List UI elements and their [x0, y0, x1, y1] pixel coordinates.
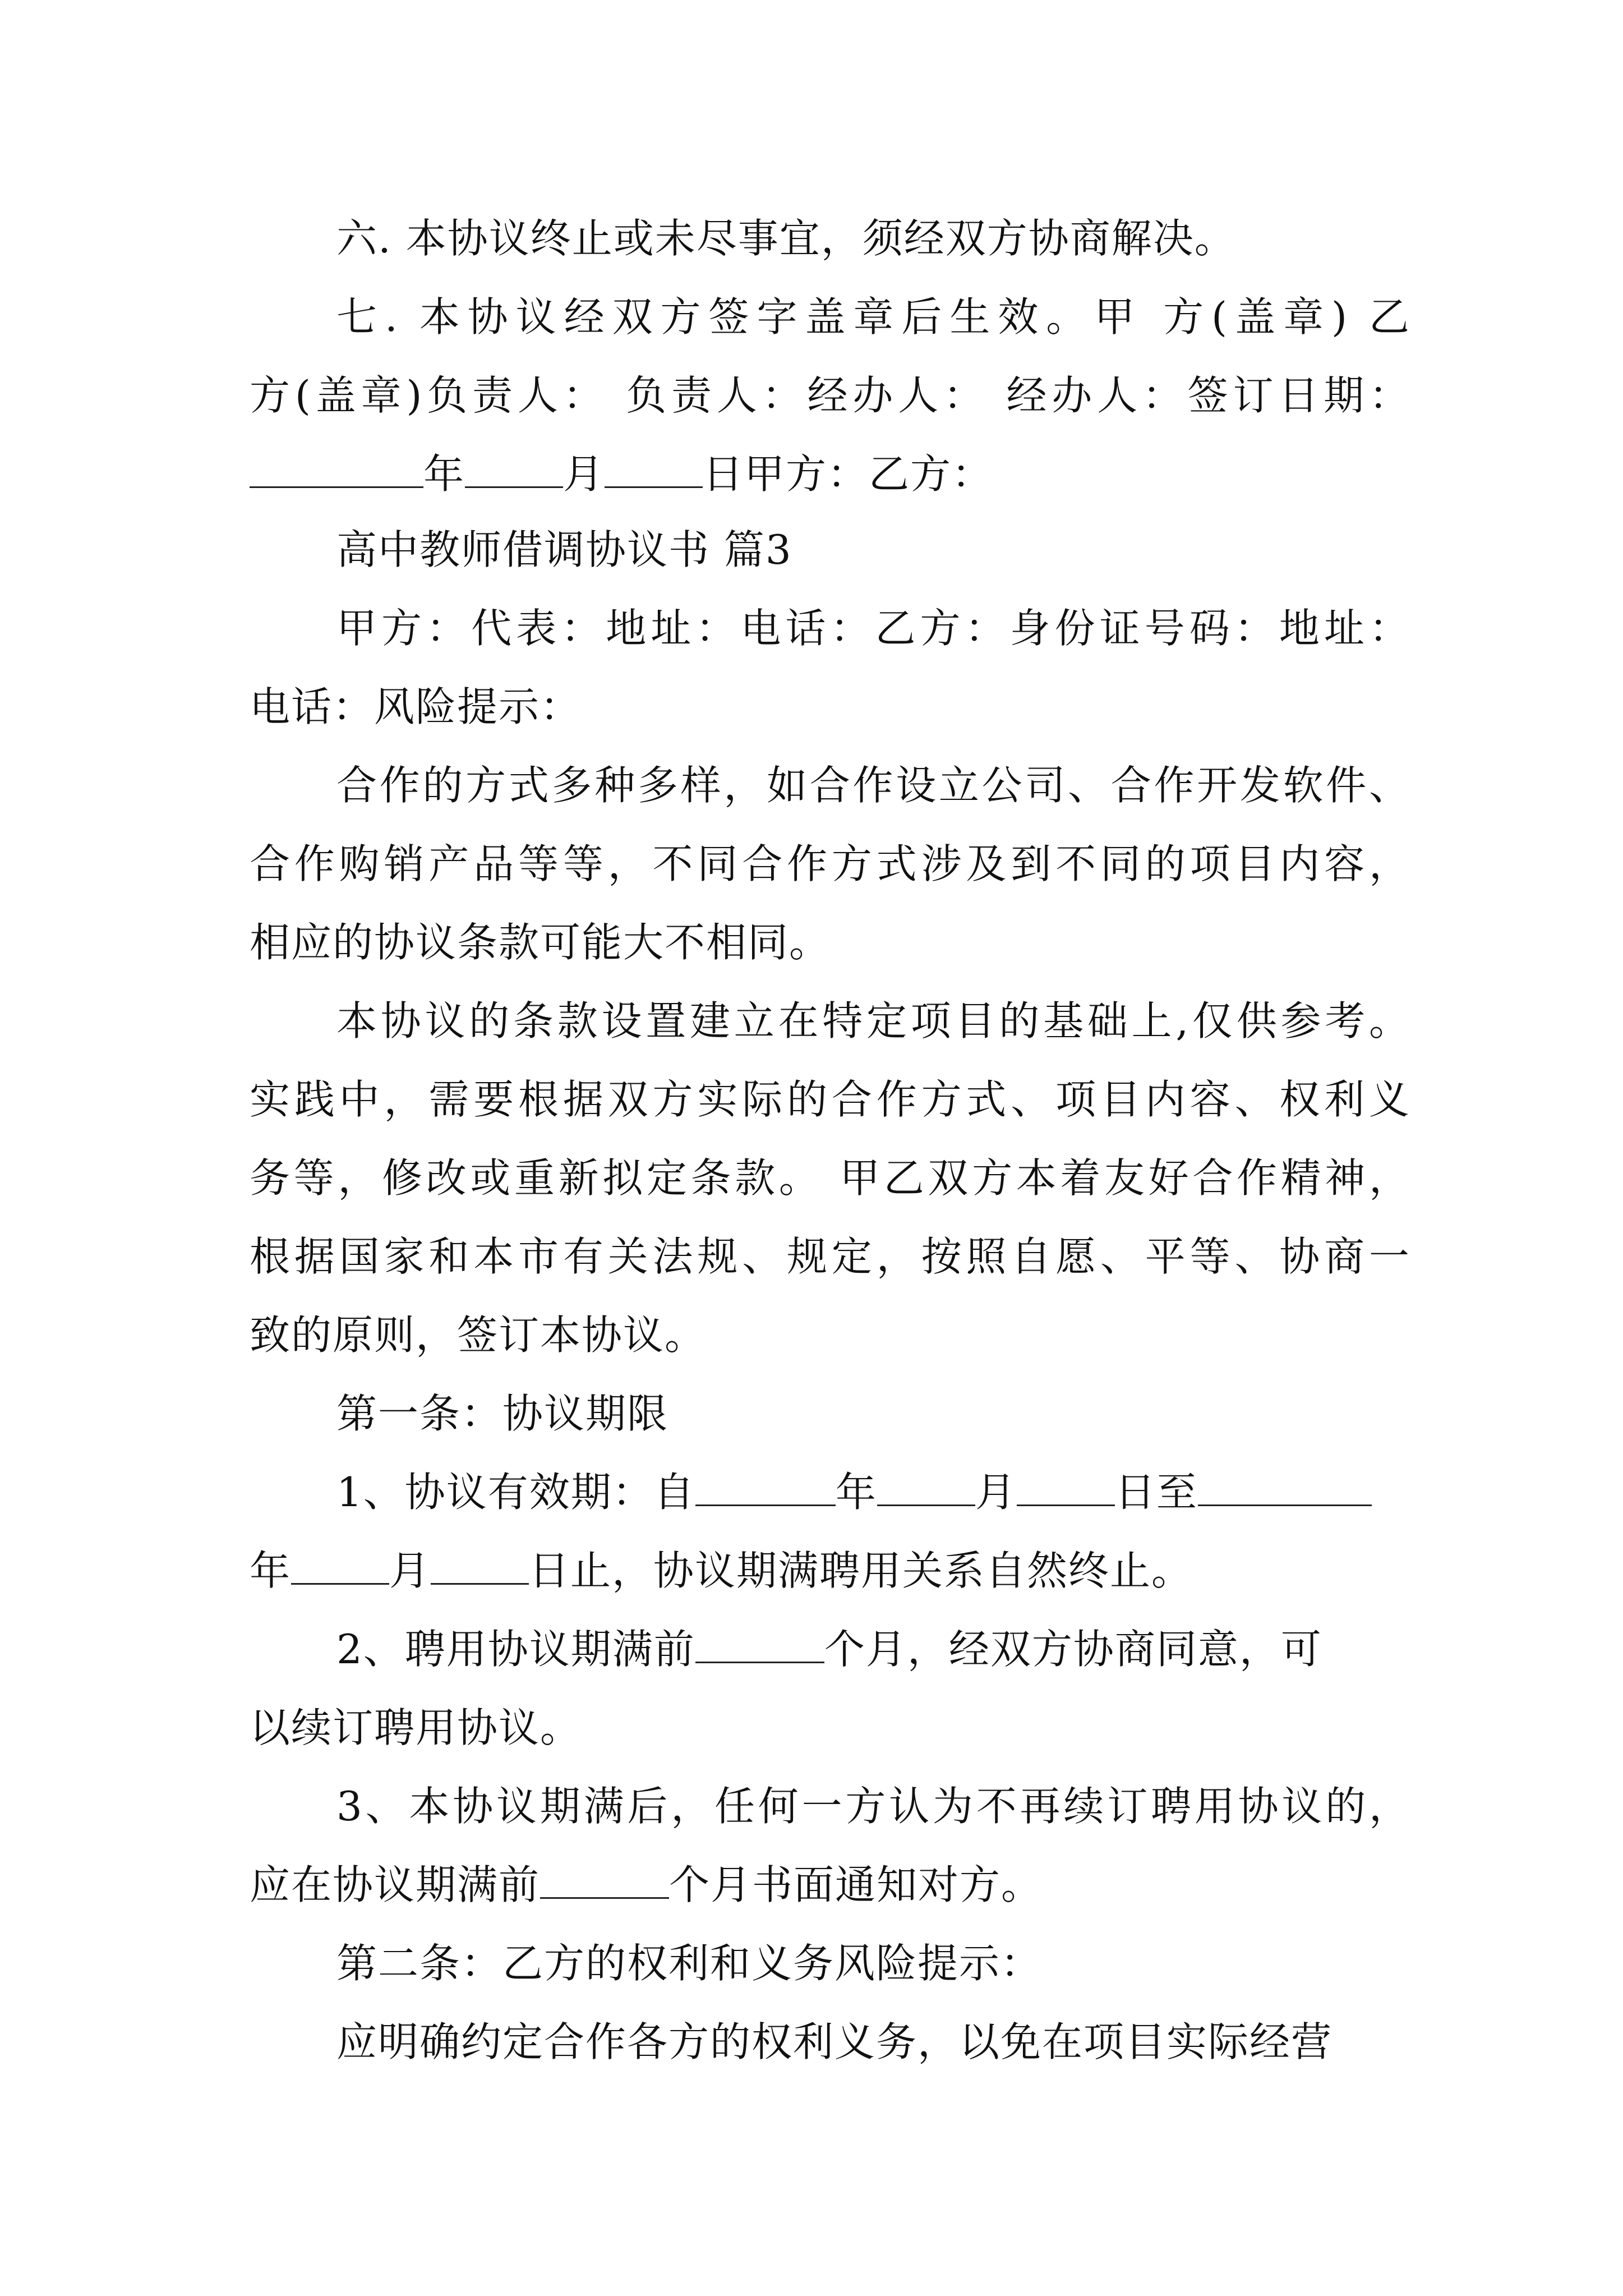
notice-months-blank[interactable] — [540, 1857, 669, 1899]
day-blank[interactable] — [605, 446, 703, 488]
article-1-heading: 第一条：协议期限 — [336, 1390, 669, 1437]
start-month-blank[interactable] — [877, 1464, 975, 1506]
notice-label-a: 应在协议期满前 — [250, 1861, 541, 1908]
end-year-label: 年 — [250, 1547, 292, 1594]
parties-line-1: 甲方：代表：地址：电话：乙方：身份证号码：地址： — [336, 605, 1410, 652]
notice-line-1: 3、本协议期满后，任何一方认为不再续订聘用协议的， — [336, 1783, 1410, 1830]
clause-7-line-2: 方(盖章)负责人： 负责人：经办人： 经办人：签订日期： — [250, 372, 1410, 419]
end-month-blank[interactable] — [291, 1543, 389, 1585]
renewal-label-b: 个月，经双方协商同意，可 — [824, 1626, 1322, 1673]
risk-paragraph-1-line-1: 合作的方式多种多样，如合作设立公司、合作开发软件、 — [336, 762, 1410, 809]
end-month-label: 月 — [389, 1547, 431, 1594]
risk-paragraph-1-line-2: 合作购销产品等等，不同合作方式涉及到不同的项目内容， — [250, 840, 1410, 887]
parties-line-2: 电话：风险提示： — [250, 683, 582, 730]
risk-paragraph-2-line-4: 根据国家和本市有关法规、规定，按照自愿、平等、协商一 — [250, 1233, 1410, 1280]
start-day-blank[interactable] — [1017, 1464, 1115, 1506]
article-2-heading: 第二条：乙方的权利和义务风险提示： — [336, 1940, 1043, 1987]
end-day-label: 日止，协议期满聘用关系自然终止。 — [529, 1547, 1193, 1594]
rights-paragraph-line-1: 应明确约定合作各方的权利义务，以免在项目实际经营 — [336, 2018, 1333, 2065]
start-year-blank[interactable] — [695, 1464, 836, 1506]
start-day-label: 日至 — [1114, 1469, 1198, 1516]
month-label: 月 — [563, 450, 605, 498]
risk-paragraph-2-line-3: 务等，修改或重新拟定条款。 甲乙双方本着友好合作精神， — [250, 1154, 1410, 1202]
year-label: 年 — [423, 450, 465, 498]
risk-paragraph-2-line-2: 实践中，需要根据双方实际的合作方式、项目内容、权利义 — [250, 1076, 1410, 1123]
end-year-blank[interactable] — [1198, 1464, 1372, 1506]
risk-paragraph-1-line-3: 相应的协议条款可能大不相同。 — [250, 919, 831, 966]
month-blank[interactable] — [465, 446, 563, 488]
renewal-months-blank[interactable] — [695, 1621, 824, 1663]
renewal-line-1 — [336, 1621, 1410, 1677]
renewal-label-a: 2、聘用协议期满前 — [336, 1626, 695, 1673]
term-validity-line-2 — [250, 1543, 1410, 1599]
notice-line-2 — [250, 1857, 1410, 1913]
notice-label-b: 个月书面通知对方。 — [669, 1861, 1043, 1908]
term-validity-label: 1、协议有效期：自 — [336, 1469, 695, 1516]
clause-6-line: 六. 本协议终止或未尽事宜，须经双方协商解决。 — [336, 215, 1236, 262]
clause-7-line-1: 七. 本协议经双方签字盖章后生效。甲 方(盖章) 乙 — [336, 293, 1410, 341]
term-validity-line-1 — [336, 1464, 1410, 1520]
start-year-label: 年 — [835, 1469, 877, 1516]
signing-date-line — [250, 446, 1410, 502]
end-day-blank[interactable] — [431, 1543, 529, 1585]
risk-paragraph-2-line-1: 本协议的条款设置建立在特定项目的基础上,仅供参考。 — [336, 997, 1410, 1045]
section-heading: 高中教师借调协议书 篇3 — [336, 526, 792, 573]
risk-paragraph-2-line-5: 致的原则，签订本协议。 — [250, 1312, 707, 1359]
renewal-line-2: 以续订聘用协议。 — [250, 1704, 582, 1751]
day-and-parties-label: 日甲方：乙方： — [703, 450, 994, 498]
start-month-label: 月 — [975, 1469, 1017, 1516]
year-blank[interactable] — [250, 446, 423, 488]
